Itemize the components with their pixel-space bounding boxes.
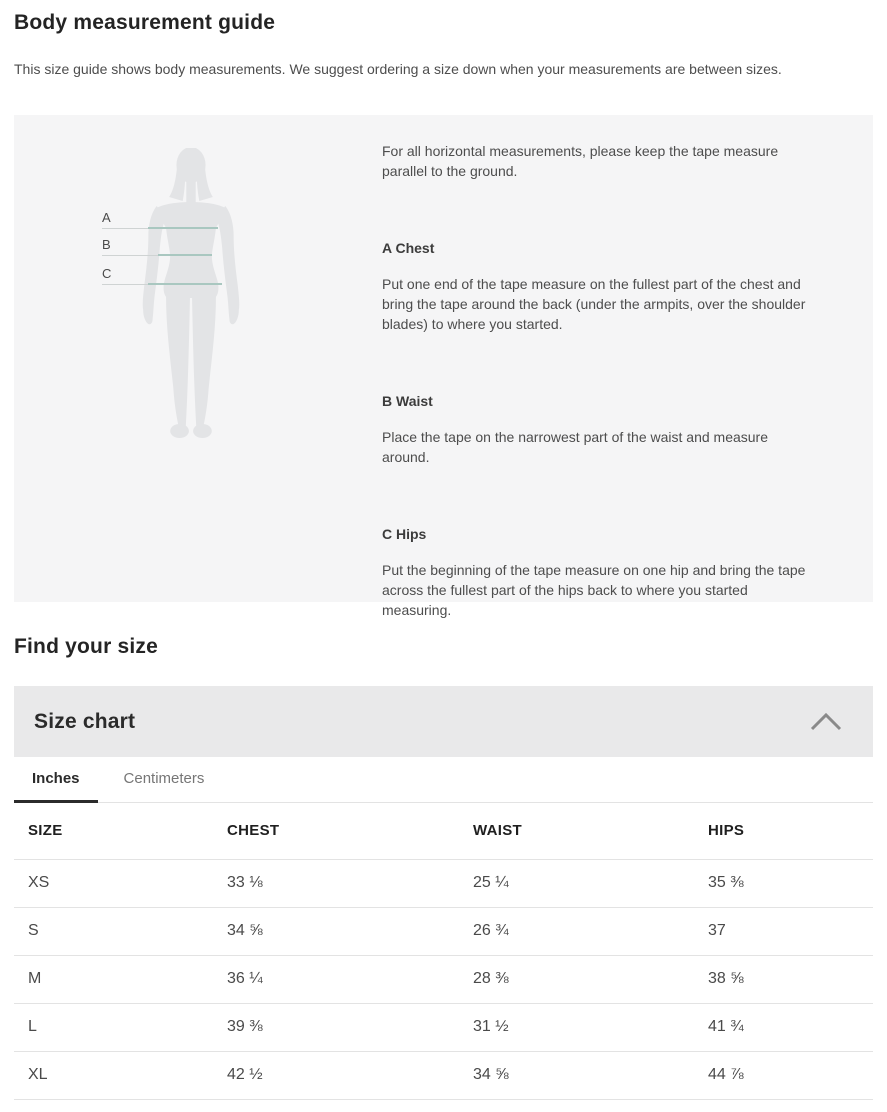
measurement-instructions	[382, 115, 842, 618]
cell-chest: 34 ⅝	[213, 907, 459, 955]
size-chart-accordion-toggle[interactable]	[14, 686, 873, 757]
chest-section	[382, 238, 806, 334]
cell-size: M	[14, 955, 213, 1003]
body-silhouette-image	[139, 148, 243, 448]
cell-waist: 28 ⅜	[459, 955, 694, 1003]
cell-hips: 35 ⅜	[694, 859, 873, 907]
cell-waist: 31 ½	[459, 1003, 694, 1051]
measure-line-chest	[102, 227, 218, 229]
cell-chest: 39 ⅜	[213, 1003, 459, 1051]
table-header-row	[14, 803, 873, 859]
cell-chest: 36 ¼	[213, 955, 459, 1003]
table-row-m	[14, 955, 873, 1003]
cell-size: XL	[14, 1051, 213, 1099]
table-row-xs	[14, 859, 873, 907]
tab-inches[interactable]: Inches	[14, 757, 98, 803]
cell-hips: 38 ⅝	[694, 955, 873, 1003]
measure-line-hips	[102, 283, 222, 285]
waist-section-description: Place the tape on the narrowest part of the waist and measure around.	[382, 429, 769, 465]
cell-size: S	[14, 907, 213, 955]
waist-section-title: B Waist	[382, 393, 433, 409]
column-header-waist: WAIST	[459, 803, 694, 859]
table-row-s	[14, 907, 873, 955]
waist-section	[382, 391, 806, 467]
chest-section-title: A Chest	[382, 240, 435, 256]
cell-hips: 37	[694, 907, 873, 955]
size-chart-title: Size chart	[34, 709, 136, 733]
hips-section-description: Put the beginning of the tape measure on one hip and bring the tape across the fullest part of the hips back to where you started measuring.	[382, 562, 806, 618]
unit-tabs	[14, 757, 873, 803]
measure-line-waist	[102, 254, 212, 256]
find-your-size-heading: Find your size	[14, 635, 158, 658]
tab-centimeters[interactable]: Centimeters	[106, 757, 223, 803]
table-row-l	[14, 1003, 873, 1051]
cell-waist: 34 ⅝	[459, 1051, 694, 1099]
cell-waist: 25 ¼	[459, 859, 694, 907]
measure-label-c: C	[102, 266, 112, 281]
measure-intro-text: For all horizontal measurements, please keep the tape measure parallel to the ground.	[382, 143, 779, 179]
cell-hips: 44 ⅞	[694, 1051, 873, 1099]
measure-label-a: A	[102, 210, 111, 225]
cell-size: L	[14, 1003, 213, 1051]
body-diagram	[14, 115, 382, 602]
cell-hips: 41 ¾	[694, 1003, 873, 1051]
size-guide-page	[0, 11, 887, 1100]
page-title: Body measurement guide	[14, 11, 276, 34]
cell-chest: 42 ½	[213, 1051, 459, 1099]
table-row-xl	[14, 1051, 873, 1099]
measurement-guide-panel	[14, 115, 873, 618]
column-header-size: SIZE	[14, 803, 213, 859]
hips-section-title: C Hips	[382, 526, 427, 542]
hips-section	[382, 524, 806, 620]
chest-section-description: Put one end of the tape measure on the fullest part of the chest and bring the tape around the back (under the armpits, over the shoulder blades) to where you started.	[382, 276, 806, 332]
page-subtitle: This size guide shows body measurements. We suggest ordering a size down when your measurements are between sizes.	[14, 61, 782, 77]
measure-label-b: B	[102, 237, 111, 252]
cell-chest: 33 ⅛	[213, 859, 459, 907]
size-chart-section	[0, 686, 887, 1100]
chevron-up-icon	[808, 709, 844, 735]
cell-size: XS	[14, 859, 213, 907]
column-header-hips: HIPS	[694, 803, 873, 859]
size-chart-table	[14, 803, 873, 1100]
cell-waist: 26 ¾	[459, 907, 694, 955]
column-header-chest: CHEST	[213, 803, 459, 859]
